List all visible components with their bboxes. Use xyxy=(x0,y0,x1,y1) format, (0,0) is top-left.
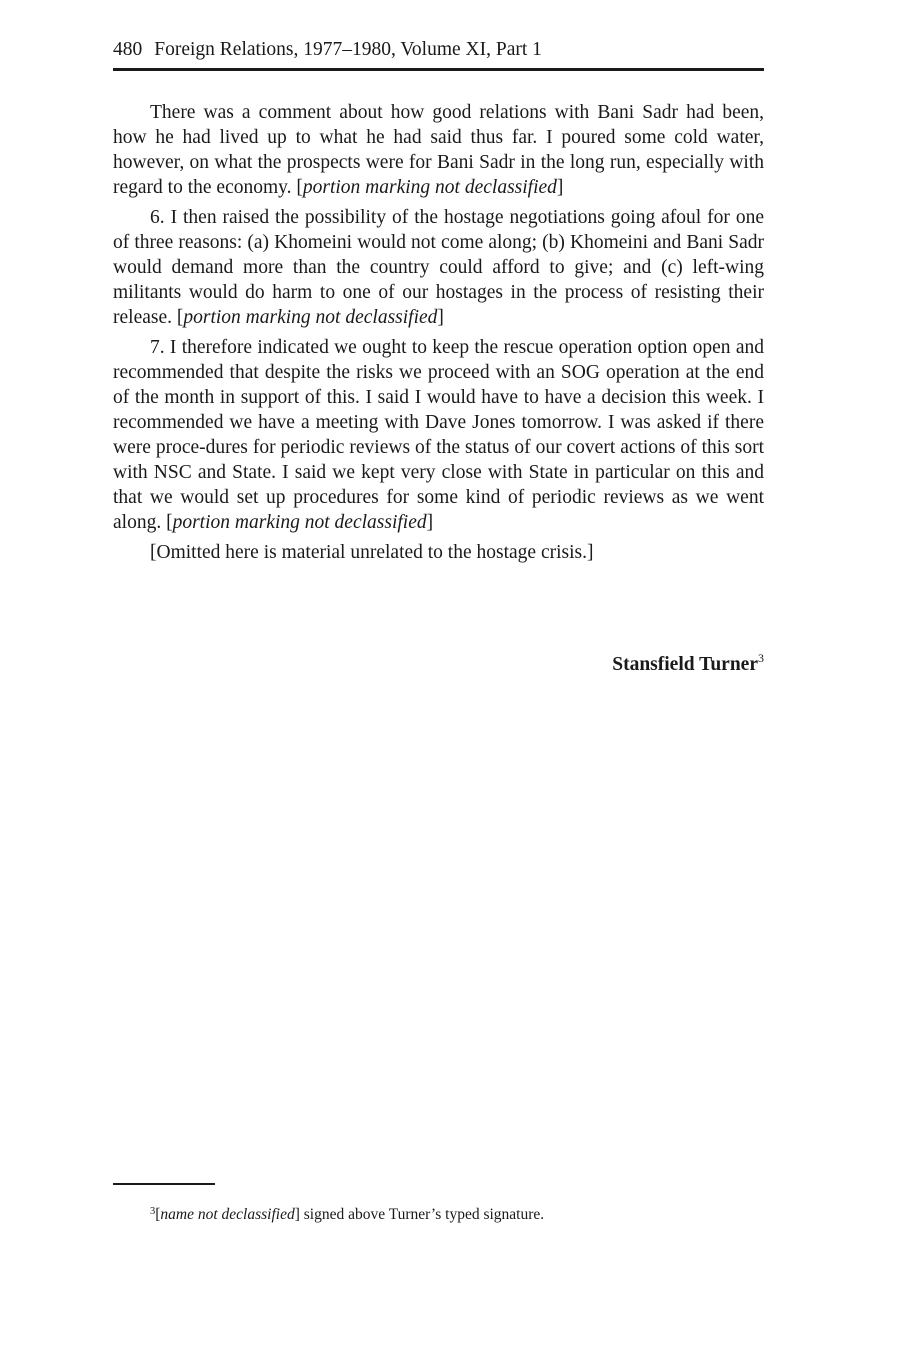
paragraph-6: 6. I then raised the possibility of the hostage negotiations going afoul for one of three reasons: (a) Khomeini would not come along; (b) Khomeini and Bani Sadr would demand more than the country could afford to give; and (c) left-wing militants would do harm to one of our hostages in the process of resisting their release. [portion marking not declassified] xyxy=(113,207,764,328)
footnote: $^3$[name not declassified] signed above Turner’s typed signature. xyxy=(150,1206,545,1223)
paragraph-7: 7. I therefore indicated we ought to keep the rescue operation option open and recommended that despite the risks we proceed with an SOG operation at the end of the month in support of this. I said I would have to have a decision this week. I recommended we have a meeting with Dave Jones tomorrow. I was asked if there were proce-dures for periodic reviews of the status of our covert actions of this sort with NSC and State. I said we kept very close with State in particular on this and that we would set up procedures for some kind of periodic reviews as we went along. [portion marking not declassified] xyxy=(113,337,764,533)
footnote-rule xyxy=(113,1183,215,1185)
header-rule xyxy=(113,68,764,71)
footnote-marking: name not declassified xyxy=(160,1206,295,1223)
page-number: 480 xyxy=(113,39,143,60)
portion-marking: portion marking not declassified xyxy=(183,307,438,328)
footnote-number: 3 xyxy=(150,1206,156,1217)
volume-title: Foreign Relations, 1977–1980, Volume XI, Part 1 xyxy=(154,39,542,60)
body-text xyxy=(113,100,764,570)
paragraph-bani-sadr: There was a comment about how good relations with Bani Sadr had been, how he had lived up to what he had said thus far. I poured some cold water, however, on what the prospects were for Bani Sadr in the long run, especially with regard to the economy. [portion marking not declassified] xyxy=(113,102,764,198)
omission-note: [Omitted here is material unrelated to the hostage crisis.] xyxy=(150,542,594,563)
running-head xyxy=(113,38,764,62)
signature xyxy=(113,652,764,677)
signatory-name: Stansfield Turner xyxy=(612,654,758,675)
portion-marking: portion marking not declassified xyxy=(172,512,427,533)
footnote-ref: 3 xyxy=(758,651,764,665)
portion-marking: portion marking not declassified xyxy=(302,177,557,198)
